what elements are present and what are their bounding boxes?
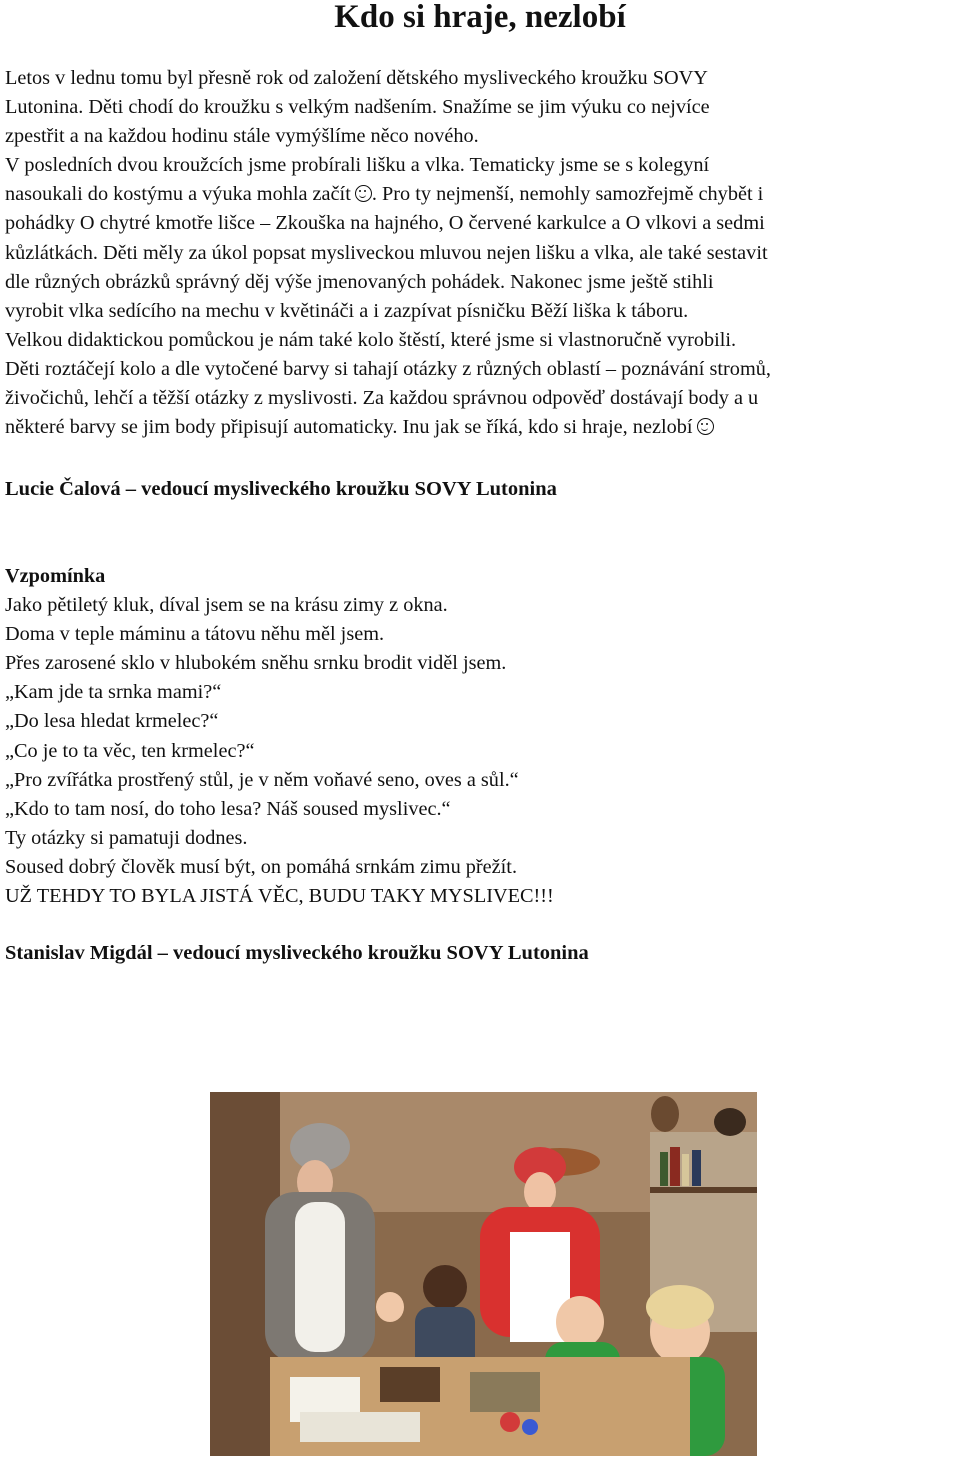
article-line: zpestřit a na každou hodinu stále vymýšlíme něco nového.	[5, 125, 479, 148]
poem-line: „Kdo to tam nosí, do toho lesa? Náš soused myslivec.“	[5, 797, 451, 820]
poem-line: Soused dobrý člověk musí být, on pomáhá srnkám zimu přežít.	[5, 855, 518, 878]
article-line: V posledních dvou kroužcích jsme probírali lišku a vlka. Tematicky jsme se s kolegyní	[5, 154, 710, 177]
poem-line: „Pro zvířátka prostřený stůl, je v něm voňavé seno, oves a sůl.“	[5, 768, 519, 791]
poem-line: Doma v teple máminu a tátovu něhu měl jsem.	[5, 623, 385, 646]
smiley-face-icon	[355, 185, 372, 202]
article-line	[5, 180, 957, 209]
article-signature: Lucie Čalová – vedoucí mysliveckého kroužku SOVY Lutonina	[5, 478, 557, 500]
poem-line: UŽ TEHDY TO BYLA JISTÁ VĚC, BUDU TAKY MYSLIVEC!!!	[5, 885, 554, 908]
club-photo-illustration	[210, 1092, 757, 1456]
poem-line: Přes zarosené sklo v hlubokém sněhu srnku brodit viděl jsem.	[5, 652, 507, 675]
smiley-face-icon	[697, 418, 714, 435]
article-line: vyrobit vlka sedícího na mechu v květináči a i zazpívat písničku Běží liška k táboru.	[5, 299, 689, 322]
poem	[5, 562, 945, 911]
poem-line: „Kam jde ta srnka mami?“	[5, 681, 222, 704]
article-paragraph	[5, 64, 957, 442]
page-title: Kdo si hraje, nezlobí	[334, 0, 626, 35]
article-line-part: . Pro ty nejmenší, nemohly samozřejmě chybět i	[371, 183, 764, 206]
article-line: Lutonina. Děti chodí do kroužku s velkým nadšením. Snažíme se jim výuku co nejvíce	[5, 96, 710, 119]
article-line-part: některé barvy se jim body připisují automaticky. Inu jak se říká, kdo si hraje, nezlobí	[5, 416, 693, 439]
article-line: živočichů, lehčí a těžší otázky z myslivosti. Za každou správnou odpověď dostávají body a u	[5, 387, 759, 410]
poem-heading: Vzpomínka	[5, 565, 106, 587]
article-line: Letos v lednu tomu byl přesně rok od založení dětského mysliveckého kroužku SOVY	[5, 67, 708, 89]
article-line: dle různých obrázků správný děj výše jmenovaných pohádek. Nakonec jsme ještě stihli	[5, 270, 714, 293]
club-photo	[210, 1092, 757, 1456]
article-line-part: nasoukali do kostýmu a výuka mohla začít	[5, 183, 351, 206]
article-line: Děti roztáčejí kolo a dle vytočené barvy si tahají otázky z různých oblastí – poznávání stromů,	[5, 357, 771, 380]
article-line: Velkou didaktickou pomůckou je nám také kolo štěstí, které jsme si vlastnoručně vyrobili.	[5, 328, 737, 351]
article-line	[5, 413, 957, 442]
poem-line: „Co je to ta věc, ten krmelec?“	[5, 739, 255, 762]
article-line: kůzlátkách. Děti měly za úkol popsat mysliveckou mluvou nejen lišku a vlka, ale také sestavit	[5, 241, 768, 264]
article-line: pohádky O chytré kmotře lišce – Zkouška na hajného, O červené karkulce a O vlkovi a sedmi	[5, 212, 765, 235]
poem-signature: Stanislav Migdál – vedoucí mysliveckého kroužku SOVY Lutonina	[5, 942, 589, 964]
poem-line: „Do lesa hledat krmelec?“	[5, 710, 219, 733]
poem-line: Jako pětiletý kluk, díval jsem se na krásu zimy z okna.	[5, 594, 448, 617]
poem-line: Ty otázky si pamatuji dodnes.	[5, 826, 248, 849]
